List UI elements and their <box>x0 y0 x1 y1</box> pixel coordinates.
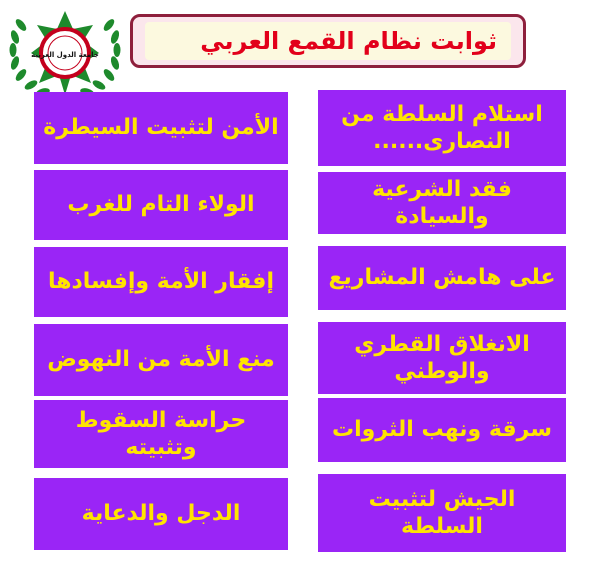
right-box-1 <box>318 90 566 166</box>
emblem-text: جامعة الدول العربية <box>31 51 99 59</box>
right-box-3 <box>318 246 566 310</box>
right-box-text: فقد الشرعية والسيادة <box>372 176 512 229</box>
right-box-6 <box>318 474 566 552</box>
right-box-text: استلام السلطة من النصارى...... <box>341 101 543 154</box>
right-box-text: الجيش لتثبيت السلطة <box>368 486 516 539</box>
left-box-4 <box>34 324 288 396</box>
right-box-text: الانغلاق القطري والوطني <box>354 331 530 384</box>
left-box-5 <box>34 400 288 468</box>
right-box-text: سرقة ونهب الثروات <box>332 417 552 443</box>
left-box-text: الدجل والدعاية <box>81 501 241 527</box>
left-box-text: حراسة السقوط وتثبيته <box>75 407 247 460</box>
left-box-text: الأمن لتثبيت السيطرة <box>43 115 279 141</box>
arab-league-emblem <box>3 5 127 101</box>
title-bar <box>145 22 511 60</box>
left-box-3 <box>34 247 288 317</box>
left-box-text: منع الأمة من النهوض <box>47 347 275 373</box>
right-box-4 <box>318 322 566 394</box>
left-box-2 <box>34 170 288 240</box>
left-box-text: إفقار الأمة وإفسادها <box>48 269 274 295</box>
right-box-5 <box>318 398 566 462</box>
right-box-text: على هامش المشاريع <box>328 265 556 291</box>
page-title: ثوابت نظام القمع العربي <box>200 27 497 55</box>
left-box-6 <box>34 478 288 550</box>
left-box-1 <box>34 92 288 164</box>
left-box-text: الولاء التام للغرب <box>67 192 255 218</box>
title-box <box>130 14 526 68</box>
right-box-2 <box>318 172 566 234</box>
